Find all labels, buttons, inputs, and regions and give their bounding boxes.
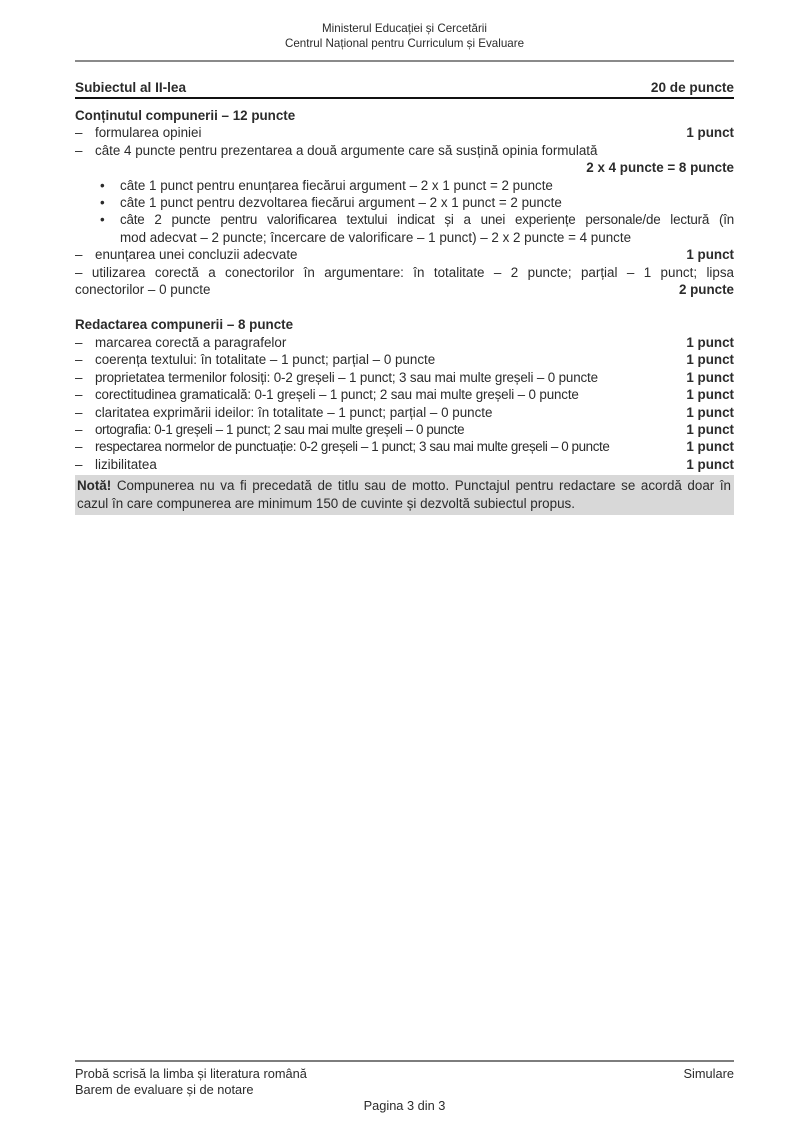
footer-divider bbox=[75, 1060, 734, 1062]
item-text: enunțarea unei concluzii adecvate bbox=[95, 247, 298, 263]
rubric-subitem-valorificare bbox=[75, 211, 734, 228]
item-points: 1 punct bbox=[686, 456, 734, 472]
footer-row bbox=[75, 1066, 734, 1097]
subject-bar bbox=[75, 80, 734, 99]
dash-marker: – bbox=[75, 125, 83, 141]
dash-marker: – bbox=[75, 334, 83, 350]
rubric-item-corectitudinea bbox=[75, 386, 734, 403]
rubric-item-lizibilitatea bbox=[75, 456, 734, 473]
dash-marker: – bbox=[75, 421, 83, 437]
item-points: 1 punct bbox=[686, 387, 734, 403]
rubric-item-coerenta bbox=[75, 351, 734, 368]
rubric-item-proprietatea bbox=[75, 369, 734, 386]
bullet-marker: • bbox=[100, 195, 105, 211]
subject-title: Subiectul al II-lea bbox=[75, 80, 187, 95]
note-text: Compunerea nu va fi precedată de titlu sau de motto. Punctajul pentru redactare se acordă doar în cazul în care compunerea are minimum 150 de cuvinte și dezvoltă subiectul propus. bbox=[77, 478, 731, 511]
dash-marker: – bbox=[75, 387, 83, 403]
rubric-item-paragrafe bbox=[75, 334, 734, 351]
dash-marker: – bbox=[75, 247, 83, 263]
item-text-line1: câte 2 puncte pentru valorificarea textului indicat și a unei experiențe personale/de lectură (în bbox=[120, 212, 734, 228]
page-content bbox=[0, 0, 800, 515]
item-text: claritatea exprimării ideilor: în totalitate – 1 punct; parțial – 0 puncte bbox=[95, 404, 493, 420]
item-points: 1 punct bbox=[686, 404, 734, 420]
footer-session: Simulare bbox=[683, 1066, 734, 1081]
item-points: 2 puncte bbox=[678, 282, 734, 298]
dash-marker: – bbox=[75, 142, 83, 158]
org-header-line1: Ministerul Educației și Cercetării bbox=[322, 22, 487, 35]
rubric-item-claritatea bbox=[75, 404, 734, 421]
item-text: marcarea corectă a paragrafelor bbox=[95, 334, 287, 350]
item-points: 1 punct bbox=[686, 439, 734, 455]
bullet-marker: • bbox=[100, 177, 105, 193]
footer-exam-title: Probă scrisă la limba și literatura română bbox=[75, 1066, 307, 1081]
marker-spacer bbox=[100, 229, 120, 246]
dash-marker: – bbox=[75, 404, 83, 420]
item-points: 1 punct bbox=[686, 247, 734, 263]
item-points: 1 punct bbox=[686, 421, 734, 437]
redaction-section-heading: Redactarea compunerii – 8 puncte bbox=[75, 317, 294, 333]
rubric-item-connectors-cont bbox=[75, 281, 734, 298]
rubric-item-connectors bbox=[75, 264, 734, 281]
item-text-line2: conectorilor – 0 puncte bbox=[75, 282, 211, 298]
bullet-marker: • bbox=[100, 212, 105, 228]
item-text: respectarea normelor de punctuație: 0-2 greșeli – 1 punct; 3 sau mai multe greșeli – 0 puncte bbox=[95, 439, 610, 455]
rubric-item-conclusion bbox=[75, 246, 734, 263]
item-text: proprietatea termenilor folosiți: 0-2 greșeli – 1 punct; 3 sau mai multe greșeli – 0 puncte bbox=[95, 369, 598, 385]
item-text: coerența textului: în totalitate – 1 punct; parțial – 0 puncte bbox=[95, 352, 436, 368]
dash-marker: – bbox=[75, 264, 83, 280]
item-text: câte 1 punct pentru enunțarea fiecărui argument – 2 x 1 punct = 2 puncte bbox=[120, 177, 553, 193]
item-text: corectitudinea gramaticală: 0-1 greșeli – 1 punct; 2 sau mai multe greșeli – 0 puncte bbox=[95, 387, 579, 403]
dash-marker: – bbox=[75, 456, 83, 472]
rubric-item-opinion bbox=[75, 124, 734, 141]
item-text: lizibilitatea bbox=[95, 456, 157, 472]
dash-marker: – bbox=[75, 352, 83, 368]
item-text-line1: utilizarea corectă a conectorilor în argumentare: în totalitate – 2 puncte; parțial – 1 punct; lipsa bbox=[91, 264, 734, 280]
section-gap bbox=[75, 298, 734, 308]
page-footer bbox=[75, 1060, 734, 1114]
item-text: câte 4 puncte pentru prezentarea a două argumente care să susțină opinia formulată bbox=[95, 142, 598, 158]
content-section-heading: Conținutul compunerii – 12 puncte bbox=[75, 108, 296, 123]
item-text: ortografia: 0-1 greșeli – 1 punct; 2 sau mai multe greșeli – 0 puncte bbox=[95, 421, 465, 437]
dash-marker: – bbox=[75, 369, 83, 385]
page-number: Pagina 3 din 3 bbox=[363, 1098, 446, 1113]
note-label: Notă! bbox=[77, 478, 112, 494]
rubric-item-arguments bbox=[75, 142, 734, 159]
item-points: 1 punct bbox=[686, 125, 734, 141]
item-points: 2 x 4 puncte = 8 puncte bbox=[586, 160, 734, 176]
org-header-line2: Centrul Național pentru Curriculum și Evaluare bbox=[284, 37, 525, 50]
item-text: formularea opiniei bbox=[95, 125, 202, 141]
subject-points: 20 de puncte bbox=[650, 80, 734, 95]
item-points: 1 punct bbox=[686, 369, 734, 385]
rubric-item-ortografia bbox=[75, 421, 734, 438]
rubric-subitem-valorificare-cont bbox=[75, 229, 734, 246]
rubric-item-punctuatie bbox=[75, 438, 734, 455]
item-text: câte 1 punct pentru dezvoltarea fiecărui argument – 2 x 1 punct = 2 puncte bbox=[120, 195, 562, 211]
org-header bbox=[75, 21, 734, 51]
item-points: 1 punct bbox=[686, 334, 734, 350]
rubric-subitem-enuntare bbox=[75, 177, 734, 194]
note-block bbox=[75, 475, 734, 515]
rubric-item-arguments-total bbox=[75, 159, 734, 176]
item-points: 1 punct bbox=[686, 352, 734, 368]
footer-left bbox=[75, 1066, 307, 1097]
rubric-subitem-dezvoltare bbox=[75, 194, 734, 211]
item-text-line2: mod adecvat – 2 puncte; încercare de valorificare – 1 punct) – 2 x 2 puncte = 4 puncte bbox=[120, 229, 632, 245]
header-divider bbox=[75, 60, 734, 62]
dash-marker: – bbox=[75, 439, 83, 455]
footer-doc-type: Barem de evaluare și de notare bbox=[75, 1081, 254, 1097]
